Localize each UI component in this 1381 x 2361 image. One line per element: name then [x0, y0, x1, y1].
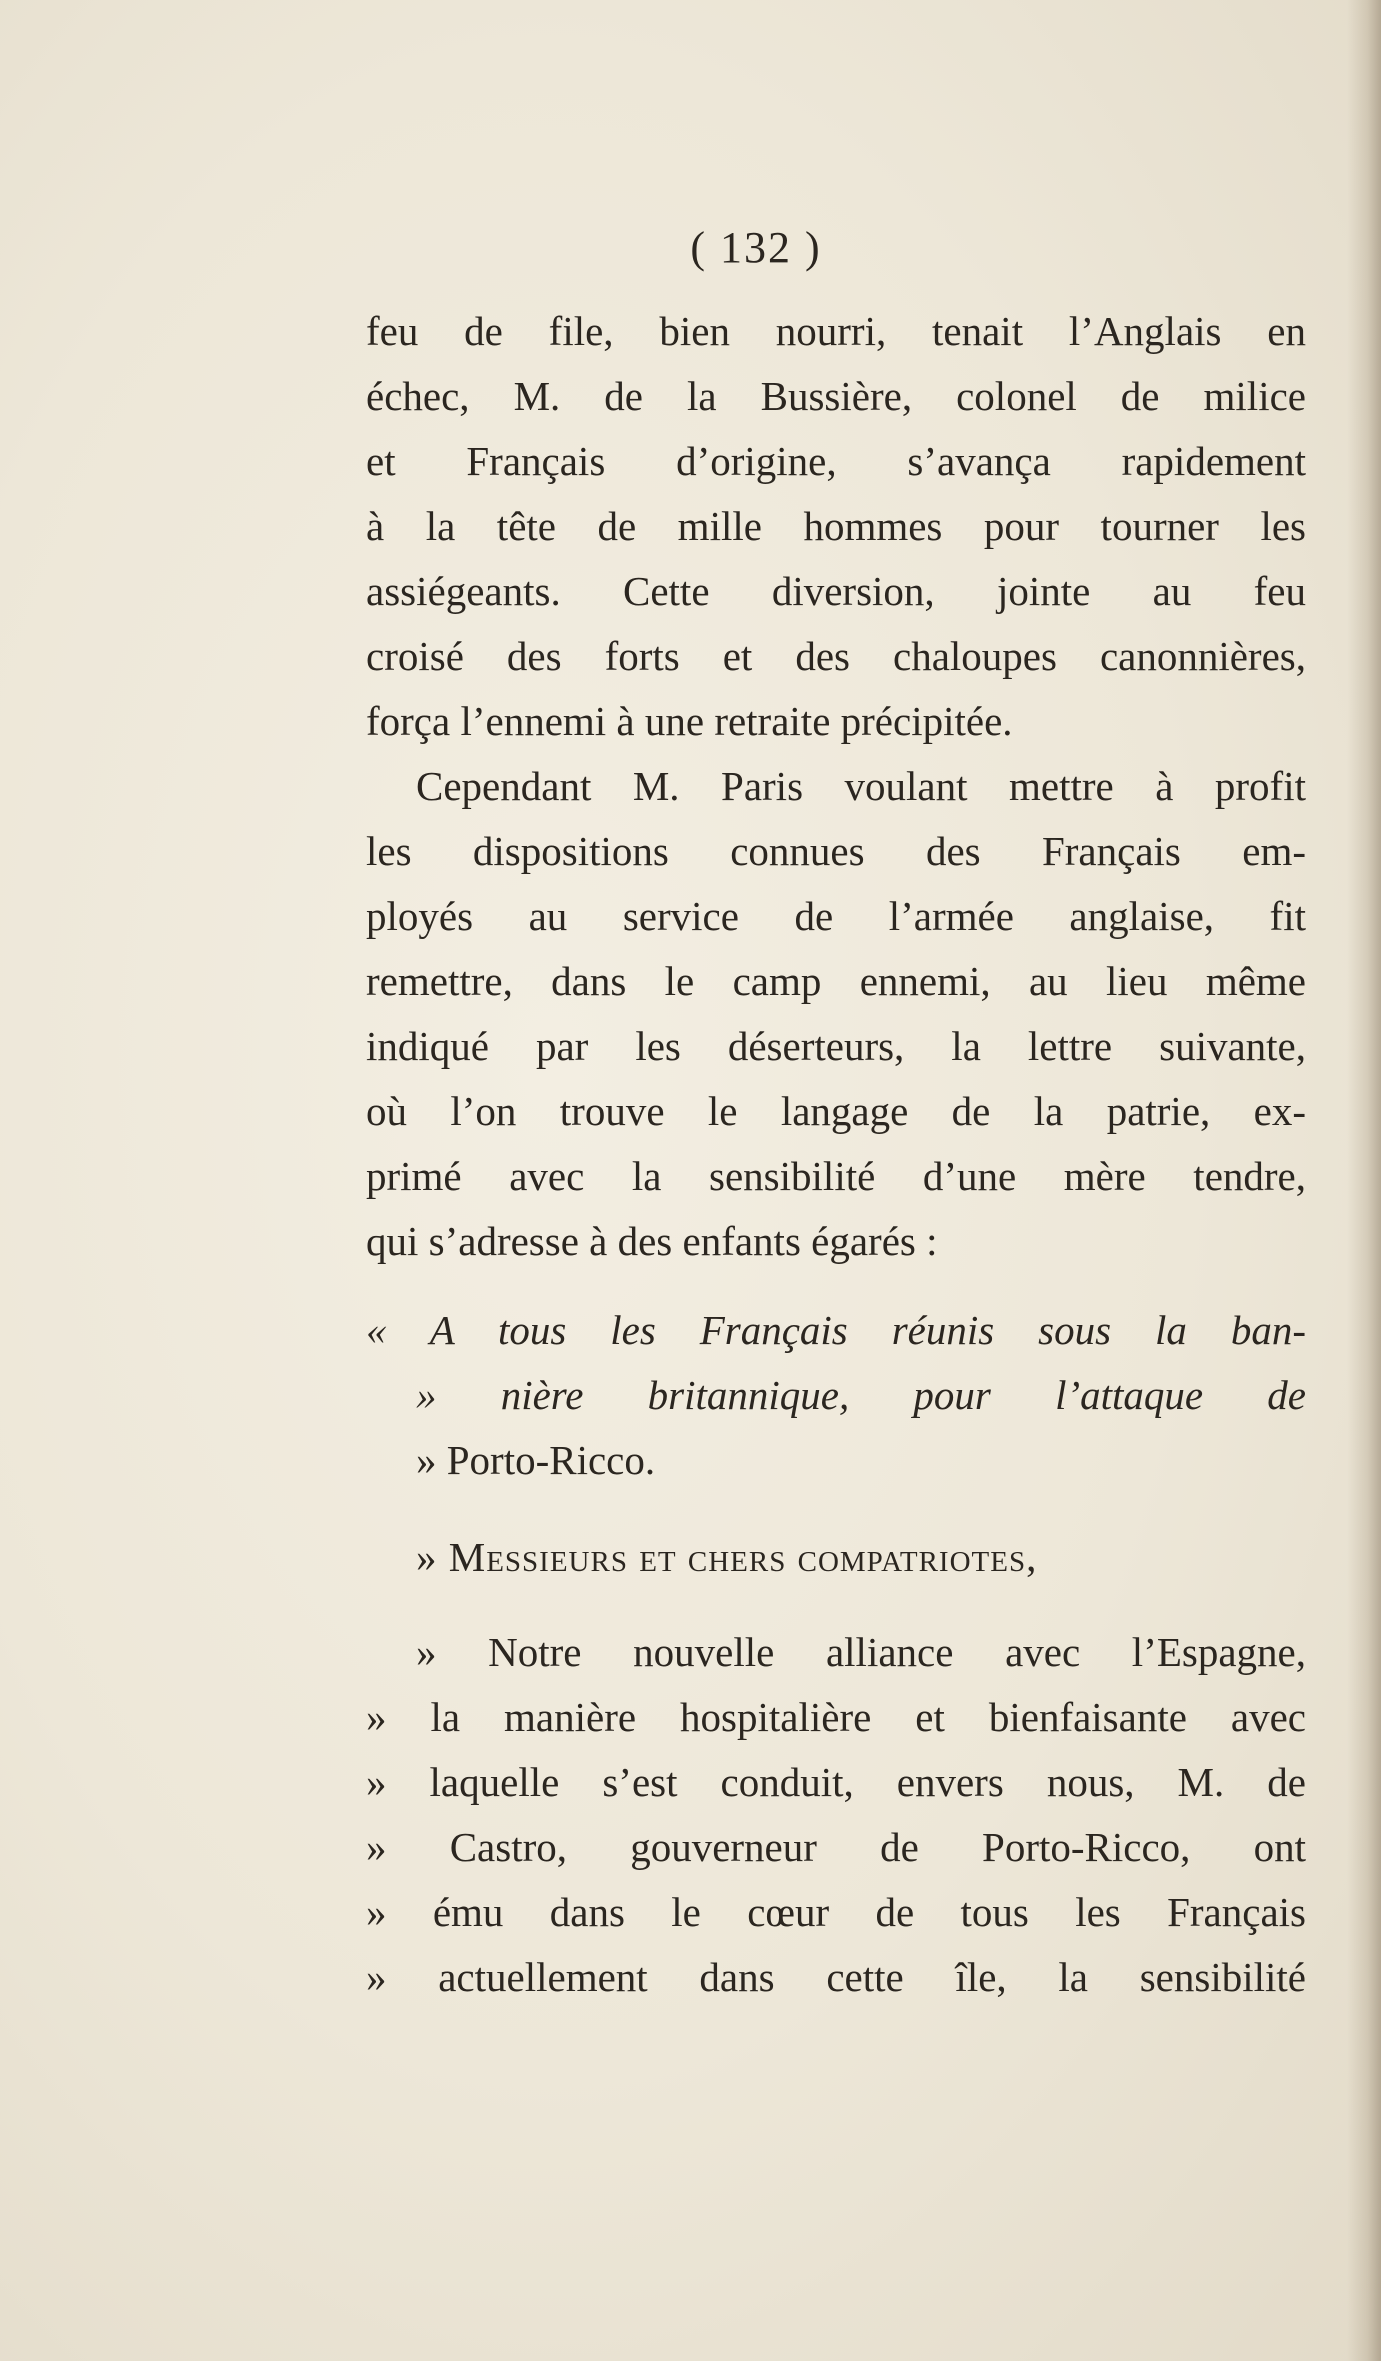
letter-address-line: » Porto-Ricco. [416, 1437, 656, 1483]
letter-line: » la manière hospitalière et bienfaisante avec [366, 1694, 1306, 1740]
text-line: assiégeants. Cette diversion, jointe au feu [366, 568, 1306, 614]
page-edge-shadow [1347, 0, 1381, 2361]
text-line: ployés au service de l’armée anglaise, fit [366, 893, 1306, 939]
letter-line: » Notre nouvelle alliance avec l’Espagne, [416, 1629, 1306, 1675]
letter-address-line: « A tous les Français réunis sous la ban- [366, 1307, 1306, 1353]
letter-line: » ému dans le cœur de tous les Français [366, 1889, 1306, 1935]
letter-line: » laquelle s’est conduit, envers nous, M. de [366, 1759, 1306, 1805]
text-line: croisé des forts et des chaloupes canonnières, [366, 633, 1306, 679]
page-number: ( 132 ) [690, 223, 822, 272]
text-line: remettre, dans le camp ennemi, au lieu même [366, 958, 1306, 1004]
text-line: où l’on trouve le langage de la patrie, ex- [366, 1088, 1306, 1134]
letter-line: » actuellement dans cette île, la sensibilité [366, 1954, 1306, 2000]
text-line: les dispositions connues des Français em- [366, 828, 1306, 874]
letter-salutation: » Messieurs et chers compatriotes, [416, 1534, 1038, 1580]
letter-line: » Castro, gouverneur de Porto-Ricco, ont [366, 1824, 1306, 1870]
text-line: feu de file, bien nourri, tenait l’Anglais en [366, 308, 1306, 354]
text-line: échec, M. de la Bussière, colonel de milice [366, 373, 1306, 419]
text-line: primé avec la sensibilité d’une mère tendre, [366, 1153, 1306, 1199]
text-line: et Français d’origine, s’avança rapidement [366, 438, 1306, 484]
text-line: indiqué par les déserteurs, la lettre suivante, [366, 1023, 1306, 1069]
paragraph-first-line: Cependant M. Paris voulant mettre à profit [416, 763, 1306, 809]
text-line: força l’ennemi à une retraite précipitée. [366, 698, 1013, 744]
text-line: qui s’adresse à des enfants égarés : [366, 1218, 938, 1264]
letter-address-line: » nière britannique, pour l’attaque de [416, 1372, 1306, 1418]
text-line: à la tête de mille hommes pour tourner les [366, 503, 1306, 549]
